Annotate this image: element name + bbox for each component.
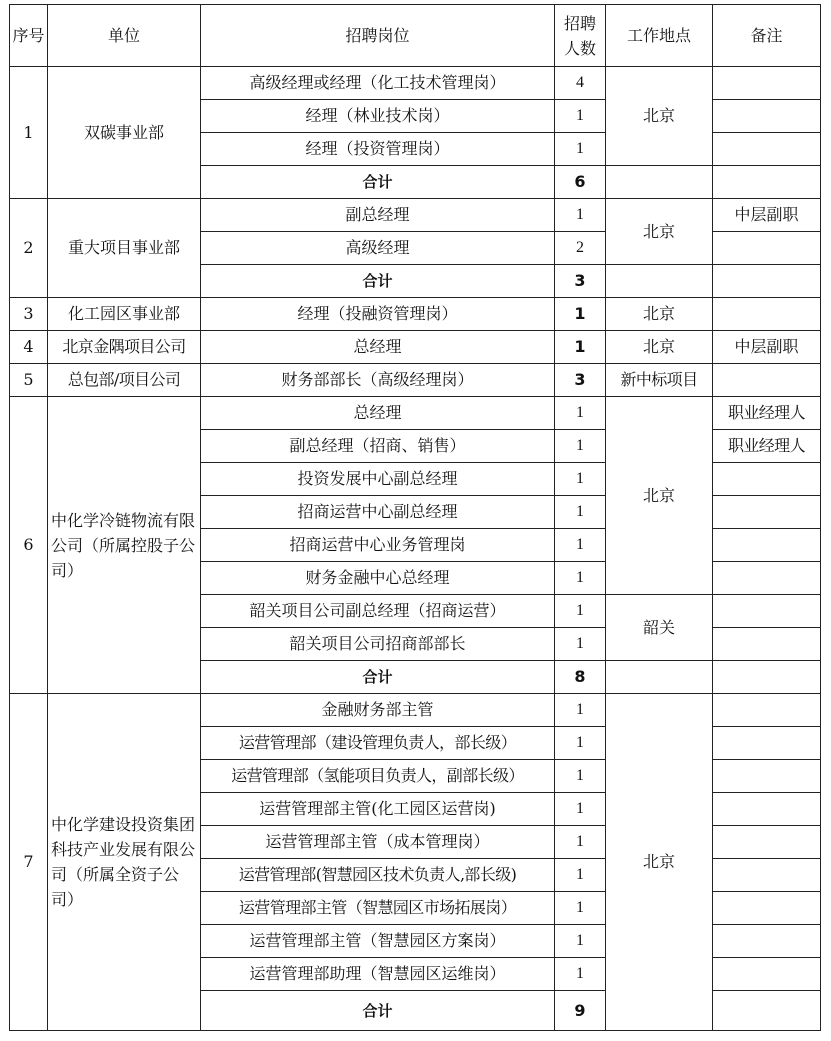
empty-cell xyxy=(713,991,821,1031)
seq-cell: 4 xyxy=(10,331,48,364)
position-cell: 财务金融中心总经理 xyxy=(201,562,555,595)
count-cell: 1 xyxy=(555,826,606,859)
count-cell: 1 xyxy=(555,595,606,628)
position-cell: 副总经理（招商、销售） xyxy=(201,430,555,463)
unit-cell: 中化学建设投资集团科技产业发展有限公司（所属全资子公司） xyxy=(48,694,201,1031)
location-cell: 北京 xyxy=(606,331,713,364)
total-label: 合计 xyxy=(201,661,555,694)
position-cell: 运营管理部主管（智慧园区方案岗） xyxy=(201,925,555,958)
position-cell: 经理（投融资管理岗） xyxy=(201,298,555,331)
remark-cell xyxy=(713,100,821,133)
header-count: 招聘人数 xyxy=(555,5,606,67)
remark-cell: 中层副职 xyxy=(713,199,821,232)
count-cell: 1 xyxy=(555,463,606,496)
table-row xyxy=(10,331,821,364)
position-cell: 运营管理部主管（智慧园区市场拓展岗） xyxy=(201,892,555,925)
location-cell: 北京 xyxy=(606,694,713,1031)
count-cell: 3 xyxy=(555,364,606,397)
count-cell: 1 xyxy=(555,529,606,562)
remark-cell xyxy=(713,529,821,562)
count-cell: 4 xyxy=(555,67,606,100)
position-cell: 招商运营中心业务管理岗 xyxy=(201,529,555,562)
count-cell: 1 xyxy=(555,892,606,925)
unit-cell: 中化学冷链物流有限公司（所属控股子公司） xyxy=(48,397,201,694)
header-unit: 单位 xyxy=(48,5,201,67)
header-remark: 备注 xyxy=(713,5,821,67)
header-location: 工作地点 xyxy=(606,5,713,67)
remark-cell xyxy=(713,958,821,991)
remark-cell xyxy=(713,67,821,100)
header-row xyxy=(10,5,821,67)
count-cell: 1 xyxy=(555,859,606,892)
table-row xyxy=(10,694,821,727)
seq-cell: 3 xyxy=(10,298,48,331)
position-cell: 韶关项目公司副总经理（招商运营） xyxy=(201,595,555,628)
position-cell: 副总经理 xyxy=(201,199,555,232)
count-cell: 1 xyxy=(555,628,606,661)
position-cell: 运营管理部(智慧园区技术负责人,部长级) xyxy=(201,859,555,892)
position-cell: 经理（投资管理岗） xyxy=(201,133,555,166)
total-count: 3 xyxy=(555,265,606,298)
position-cell: 韶关项目公司招商部部长 xyxy=(201,628,555,661)
remark-cell: 中层副职 xyxy=(713,331,821,364)
remark-cell xyxy=(713,826,821,859)
remark-cell xyxy=(713,925,821,958)
remark-cell: 职业经理人 xyxy=(713,397,821,430)
position-cell: 总经理 xyxy=(201,397,555,430)
position-cell: 高级经理 xyxy=(201,232,555,265)
remark-cell xyxy=(713,760,821,793)
remark-cell xyxy=(713,859,821,892)
count-cell: 1 xyxy=(555,199,606,232)
total-label: 合计 xyxy=(201,166,555,199)
unit-cell: 重大项目事业部 xyxy=(48,199,201,298)
seq-cell: 6 xyxy=(10,397,48,694)
remark-cell xyxy=(713,562,821,595)
position-cell: 金融财务部主管 xyxy=(201,694,555,727)
count-cell: 1 xyxy=(555,298,606,331)
count-cell: 1 xyxy=(555,430,606,463)
remark-cell xyxy=(713,364,821,397)
position-cell: 高级经理或经理（化工技术管理岗） xyxy=(201,67,555,100)
seq-cell: 5 xyxy=(10,364,48,397)
remark-cell xyxy=(713,232,821,265)
unit-cell: 总包部/项目公司 xyxy=(48,364,201,397)
count-cell: 1 xyxy=(555,958,606,991)
count-cell: 1 xyxy=(555,562,606,595)
position-cell: 运营管理部助理（智慧园区运维岗） xyxy=(201,958,555,991)
remark-cell xyxy=(713,727,821,760)
remark-cell xyxy=(713,595,821,628)
empty-cell xyxy=(713,166,821,199)
remark-cell xyxy=(713,463,821,496)
position-cell: 总经理 xyxy=(201,331,555,364)
location-cell: 新中标项目 xyxy=(606,364,713,397)
location-cell: 北京 xyxy=(606,67,713,166)
position-cell: 经理（林业技术岗） xyxy=(201,100,555,133)
position-cell: 运营管理部主管(化工园区运营岗) xyxy=(201,793,555,826)
table-row xyxy=(10,364,821,397)
position-cell: 财务部部长（高级经理岗） xyxy=(201,364,555,397)
unit-cell: 北京金隅项目公司 xyxy=(48,331,201,364)
location-cell: 北京 xyxy=(606,199,713,265)
seq-cell: 2 xyxy=(10,199,48,298)
seq-cell: 1 xyxy=(10,67,48,199)
position-cell: 投资发展中心副总经理 xyxy=(201,463,555,496)
total-count: 6 xyxy=(555,166,606,199)
empty-cell xyxy=(606,166,713,199)
count-cell: 1 xyxy=(555,760,606,793)
location-cell: 韶关 xyxy=(606,595,713,661)
empty-cell xyxy=(606,265,713,298)
empty-cell xyxy=(606,661,713,694)
count-cell: 1 xyxy=(555,793,606,826)
remark-cell xyxy=(713,892,821,925)
seq-cell: 7 xyxy=(10,694,48,1031)
total-label: 合计 xyxy=(201,991,555,1031)
count-cell: 2 xyxy=(555,232,606,265)
unit-cell: 双碳事业部 xyxy=(48,67,201,199)
total-count: 9 xyxy=(555,991,606,1031)
unit-cell: 化工园区事业部 xyxy=(48,298,201,331)
total-label: 合计 xyxy=(201,265,555,298)
position-cell: 运营管理部（氢能项目负责人，副部长级） xyxy=(201,760,555,793)
count-cell: 1 xyxy=(555,100,606,133)
recruitment-table xyxy=(9,4,821,1031)
header-seq: 序号 xyxy=(10,5,48,67)
remark-cell xyxy=(713,628,821,661)
remark-cell xyxy=(713,298,821,331)
location-cell: 北京 xyxy=(606,397,713,595)
remark-cell xyxy=(713,496,821,529)
position-cell: 运营管理部（建设管理负责人，部长级） xyxy=(201,727,555,760)
empty-cell xyxy=(713,661,821,694)
remark-cell xyxy=(713,694,821,727)
table-row xyxy=(10,397,821,430)
empty-cell xyxy=(713,265,821,298)
count-cell: 1 xyxy=(555,133,606,166)
location-cell: 北京 xyxy=(606,298,713,331)
table-row xyxy=(10,67,821,100)
header-position: 招聘岗位 xyxy=(201,5,555,67)
count-cell: 1 xyxy=(555,727,606,760)
count-cell: 1 xyxy=(555,694,606,727)
table-row xyxy=(10,199,821,232)
position-cell: 运营管理部主管（成本管理岗） xyxy=(201,826,555,859)
remark-cell: 职业经理人 xyxy=(713,430,821,463)
position-cell: 招商运营中心副总经理 xyxy=(201,496,555,529)
total-count: 8 xyxy=(555,661,606,694)
count-cell: 1 xyxy=(555,925,606,958)
count-cell: 1 xyxy=(555,331,606,364)
table-row xyxy=(10,298,821,331)
count-cell: 1 xyxy=(555,496,606,529)
remark-cell xyxy=(713,133,821,166)
remark-cell xyxy=(713,793,821,826)
count-cell: 1 xyxy=(555,397,606,430)
recruitment-table-sheet xyxy=(9,4,821,1031)
